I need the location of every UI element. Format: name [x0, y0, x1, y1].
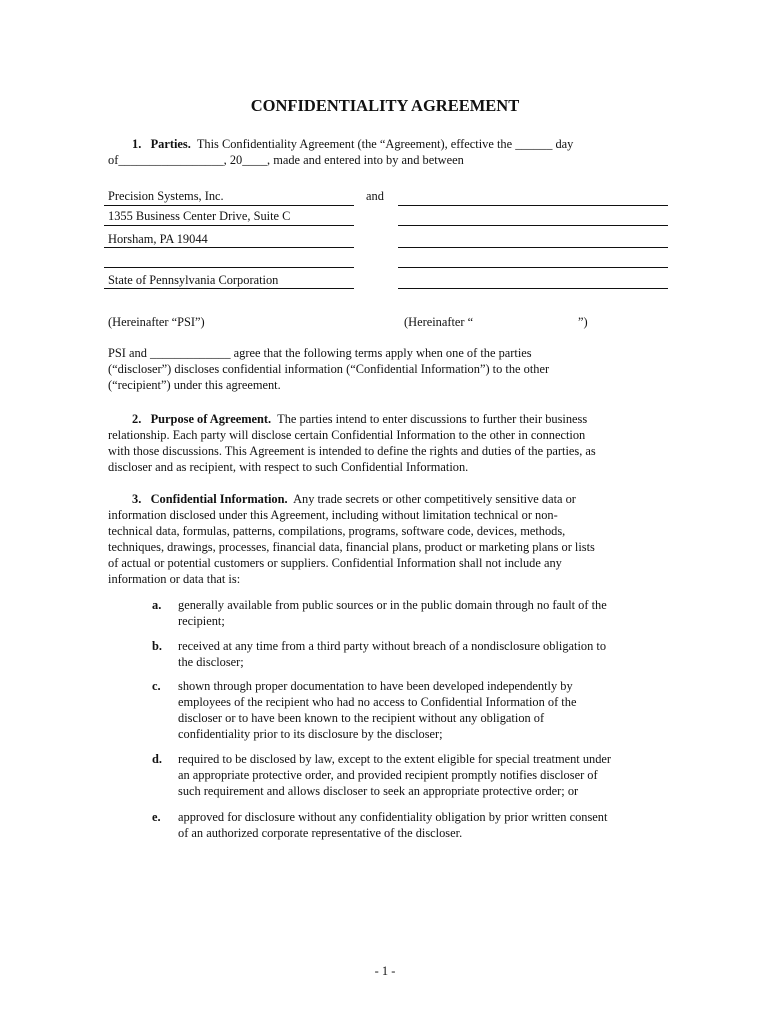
exclusion-item-letter: b. — [152, 639, 162, 653]
party-left-address-2: Horsham, PA 19044 — [108, 232, 208, 246]
exclusion-item-line: the discloser; — [178, 655, 244, 669]
section-1-number: 1. — [132, 137, 142, 151]
intro-line-1: PSI and _____________ agree that the following terms apply when one of the parties — [108, 346, 532, 360]
exclusion-item-c — [152, 678, 660, 742]
exclusion-item-line: such requirement and allows discloser to seek an appropriate protective order; or — [178, 784, 579, 798]
exclusion-item-e — [152, 809, 660, 841]
section-2-number: 2. — [132, 412, 142, 426]
section-2-line-1: The parties intend to enter discussions to further their business — [277, 412, 588, 426]
party-left-address-1: 1355 Business Center Drive, Suite C — [108, 209, 291, 223]
party-left-hereinafter: (Hereinafter “PSI”) — [108, 315, 205, 329]
exclusion-item-a — [152, 597, 660, 629]
exclusion-item-line: confidentiality prior to its disclosure by the discloser; — [178, 727, 443, 741]
exclusion-item-line: discloser or to have been known to the recipient without any obligation of — [178, 711, 545, 725]
party-left-address-2-line — [104, 247, 354, 248]
section-3-line-1: Any trade secrets or other competitively sensitive data or — [293, 492, 576, 506]
exclusion-item-letter: d. — [152, 752, 162, 766]
party-right-line-3 — [398, 247, 668, 248]
exclusion-item-letter: c. — [152, 679, 161, 693]
document-title: CONFIDENTIALITY AGREEMENT — [250, 96, 520, 115]
section-2-line-4: discloser and as recipient, with respect to such Confidential Information. — [108, 460, 469, 474]
party-left-address-1-line — [104, 225, 354, 226]
exclusion-item-line: an appropriate protective order, and provided recipient promptly notifies discloser of — [178, 768, 598, 782]
section-3-line-5: of actual or potential customers or suppliers. Confidential Information shall not include any — [108, 556, 562, 570]
section-3-confidential-information — [108, 491, 660, 587]
exclusion-item-line: shown through proper documentation to have been developed independently by — [178, 679, 573, 693]
section-3-heading: Confidential Information. — [150, 492, 288, 506]
exclusion-item-d — [152, 751, 660, 799]
section-2-line-2: relationship. Each party will disclose certain Confidential Information to the other in connection — [108, 428, 586, 442]
intro-line-2: (“discloser”) discloses confidential information (“Confidential Information”) to the other — [108, 362, 550, 376]
party-right-line-4 — [398, 267, 668, 268]
section-2-purpose — [108, 411, 660, 475]
section-1-heading: Parties. — [150, 137, 191, 151]
exclusion-item-line: received at any time from a third party without breach of a nondisclosure obligation to — [178, 639, 607, 653]
exclusion-item-line: recipient; — [178, 614, 225, 628]
party-right-line-5 — [398, 288, 668, 289]
section-1-parties — [108, 136, 660, 168]
section-1-line-2: of_________________, 20____, made and entered into by and between — [108, 153, 464, 167]
section-3-line-3: technical data, formulas, patterns, compilations, programs, software code, devices, methods, — [108, 524, 566, 538]
section-3-line-6: information or data that is: — [108, 572, 241, 586]
exclusion-item-line: required to be disclosed by law, except to the extent eligible for special treatment under — [178, 752, 612, 766]
exclusion-item-b — [152, 638, 660, 670]
section-2-heading: Purpose of Agreement. — [150, 412, 272, 426]
exclusion-item-letter: a. — [152, 598, 162, 612]
exclusion-item-line: of an authorized corporate representative of the discloser. — [178, 826, 463, 840]
party-right-line-1 — [398, 205, 668, 206]
page-number: - 1 - — [374, 964, 396, 978]
intro-paragraph — [108, 345, 660, 393]
exclusion-item-letter: e. — [152, 810, 161, 824]
party-right-hereinafter-open: (Hereinafter “ — [404, 315, 474, 329]
section-1-line-1: This Confidentiality Agreement (the “Agreement), effective the ______ day — [196, 137, 574, 151]
party-left-blank-line — [104, 267, 354, 268]
section-3-line-2: information disclosed under this Agreement, including without limitation technical or non- — [108, 508, 558, 522]
section-2-line-3: with those discussions. This Agreement is intended to define the rights and duties of the parties, as — [108, 444, 596, 458]
section-3-number: 3. — [132, 492, 142, 506]
party-right-hereinafter-close: ”) — [578, 315, 588, 329]
party-right-line-2 — [398, 225, 668, 226]
section-3-line-4: techniques, drawings, processes, financial data, financial plans, product or marketing plans or lists — [108, 540, 595, 554]
party-left-corporation-line — [104, 288, 354, 289]
intro-line-3: (“recipient”) under this agreement. — [108, 378, 281, 392]
exclusion-item-line: employees of the recipient who had no access to Confidential Information of the — [178, 695, 577, 709]
and-label: and — [366, 189, 384, 203]
exclusion-item-line: generally available from public sources or in the public domain through no fault of the — [178, 598, 607, 612]
party-left-name-line — [104, 205, 354, 206]
party-left-name: Precision Systems, Inc. — [108, 189, 224, 203]
party-left-corporation: State of Pennsylvania Corporation — [108, 273, 279, 287]
exclusion-item-line: approved for disclosure without any confidentiality obligation by prior written consent — [178, 810, 608, 824]
